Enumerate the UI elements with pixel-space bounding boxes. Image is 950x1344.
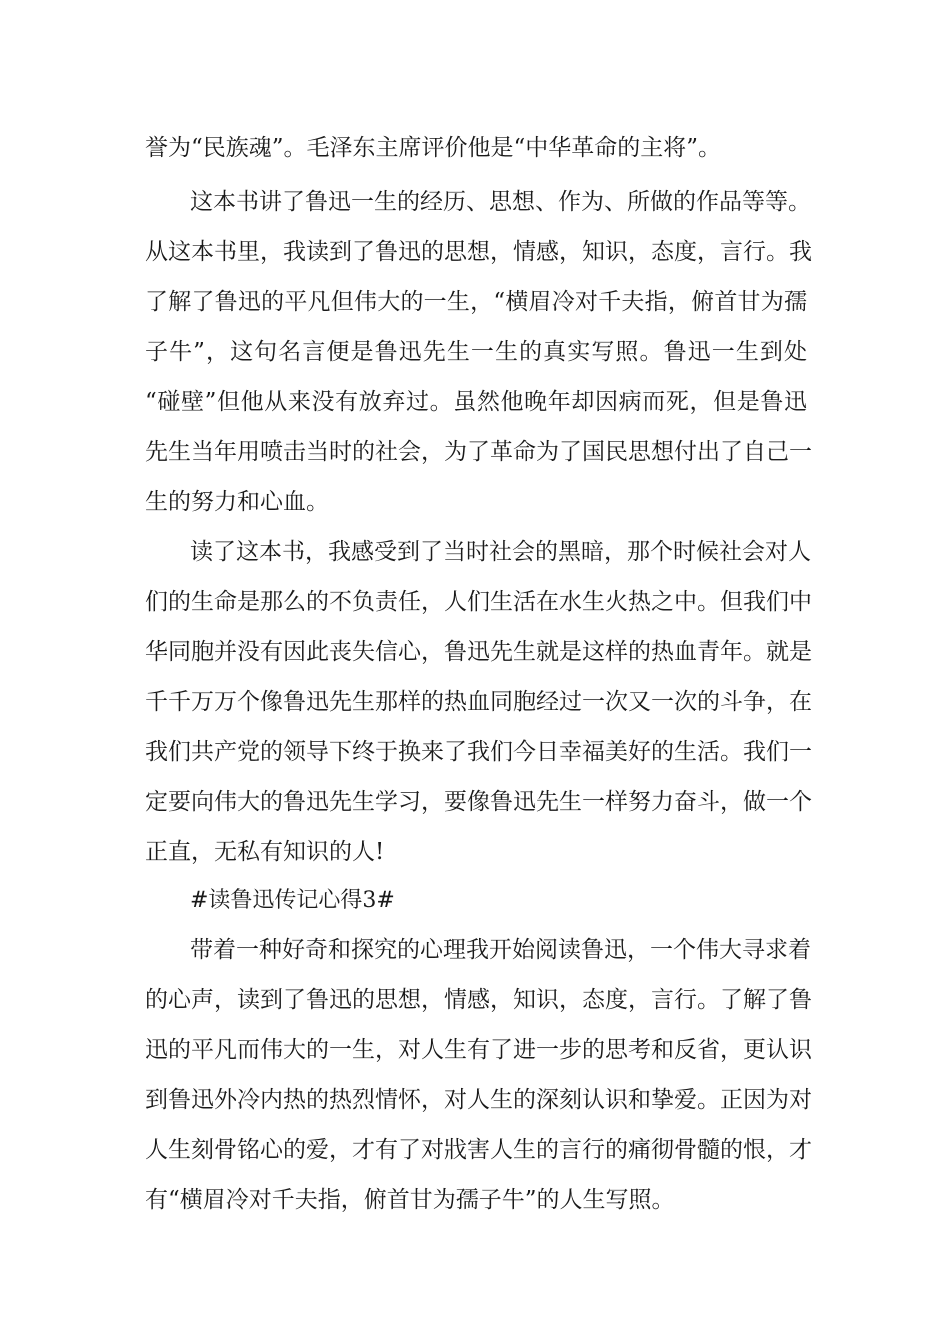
text-line: 千千万万个像鲁迅先生那样的热血同胞经过一次又一次的斗争，在 bbox=[145, 689, 812, 715]
text-line: 华同胞并没有因此丧失信心，鲁迅先生就是这样的热血青年。就是 bbox=[145, 639, 812, 665]
text-line: 迅的平凡而伟大的一生，对人生有了进一步的思考和反省，更认识 bbox=[145, 1037, 812, 1063]
paragraph-first-line: 读了这本书，我感受到了当时社会的黑暗，那个时候社会对人 bbox=[190, 539, 811, 565]
text-line: 生的努力和心血。 bbox=[145, 489, 329, 515]
text-line: 先生当年用喷击当时的社会，为了革命为了国民思想付出了自己一 bbox=[145, 439, 812, 465]
section-heading: #读鲁迅传记心得3# bbox=[190, 888, 395, 913]
text-line: 了解了鲁迅的平凡但伟大的一生，“横眉冷对千夫指，俯首甘为孺 bbox=[145, 289, 807, 315]
text-line: “碰壁”但他从来没有放弃过。虽然他晚年却因病而死，但是鲁迅 bbox=[145, 389, 807, 415]
text-line: 有“横眉冷对千夫指，俯首甘为孺子牛”的人生写照。 bbox=[145, 1187, 675, 1213]
text-line: 的心声，读到了鲁迅的思想，情感，知识，态度，言行。了解了鲁 bbox=[145, 987, 812, 1013]
text-line: 正直，无私有知识的人! bbox=[145, 839, 385, 865]
text-line: 子牛”，这句名言便是鲁迅先生一生的真实写照。鲁迅一生到处 bbox=[145, 339, 807, 365]
text-line: 们的生命是那么的不负责任，人们生活在水生火热之中。但我们中 bbox=[145, 589, 812, 615]
text-line: 人生刻骨铭心的爱，才有了对戕害人生的言行的痛彻骨髓的恨，才 bbox=[145, 1137, 812, 1163]
text-line: 从这本书里，我读到了鲁迅的思想，情感，知识，态度，言行。我 bbox=[145, 239, 812, 265]
text-line: 到鲁迅外冷内热的热烈情怀，对人生的深刻认识和挚爱。正因为对 bbox=[145, 1087, 812, 1113]
paragraph-first-line: 这本书讲了鲁迅一生的经历、思想、作为、所做的作品等等。 bbox=[190, 189, 811, 215]
text-line: 誉为“民族魂”。毛泽东主席评价他是“中华革命的主将”。 bbox=[145, 135, 722, 161]
text-line: 定要向伟大的鲁迅先生学习，要像鲁迅先生一样努力奋斗，做一个 bbox=[145, 789, 812, 815]
text-line: 我们共产党的领导下终于换来了我们今日幸福美好的生活。我们一 bbox=[145, 739, 812, 765]
paragraph-first-line: 带着一种好奇和探究的心理我开始阅读鲁迅，一个伟大寻求着 bbox=[190, 937, 811, 963]
